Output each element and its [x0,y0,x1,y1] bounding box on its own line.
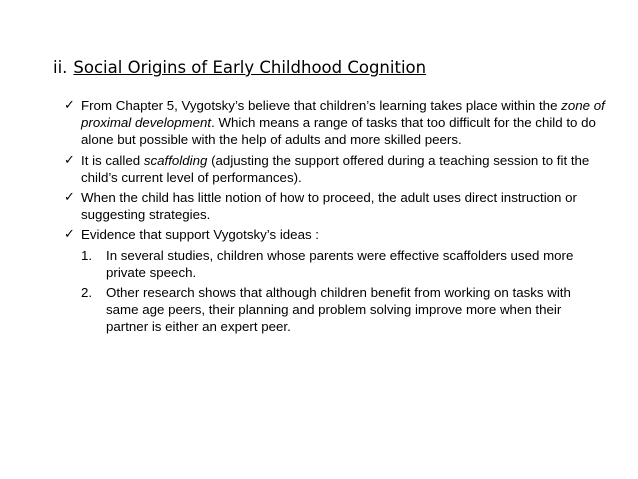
bullet-text: Evidence that support Vygotsky’s ideas : [81,227,319,243]
check-mark-icon: ✓ [64,98,75,113]
item-number: 2. [81,285,93,301]
bullet-item [65,152,605,186]
bullet-text-end: (adjusting the support offered during a teaching session to fit the child’s current level of performances). [81,152,590,185]
bullet-emphasis: zone of proximal development [81,98,605,131]
check-mark-icon: ✓ [64,190,75,206]
bullet-text: From Chapter 5, Vygotsky’s believe that children’s learning takes place within the [81,98,562,113]
numbered-item [81,247,605,281]
bullet-text: It is called [81,152,144,168]
slide-title [53,58,426,77]
check-mark-icon: ✓ [64,227,75,243]
item-text: Other research shows that although children benefit from working on tasks with same age peers, their planning and problem solving improve more when their partner is either an expert peer. [106,285,571,335]
bullet-item [65,97,605,149]
content-body [65,97,605,339]
numbered-item [81,284,605,336]
item-number: 1. [81,247,93,263]
bullet-item [65,226,605,243]
check-mark-icon: ✓ [64,152,75,168]
title-number: ii. [53,58,68,77]
bullet-text-end: . Which means a range of tasks that too difficult for the child to do alone but possible with the help of adults and more skilled peers. [81,115,596,148]
item-text: In several studies, children whose parents were effective scaffolders used more private speech. [106,247,574,280]
bullet-emphasis: scaffolding [143,152,208,168]
bullet-text: When the child has little notion of how to proceed, the adult uses direct instruction or suggesting strategies. [81,190,577,223]
title-text: Social Origins of Early Childhood Cognition [73,58,427,77]
bullet-item [65,189,605,223]
